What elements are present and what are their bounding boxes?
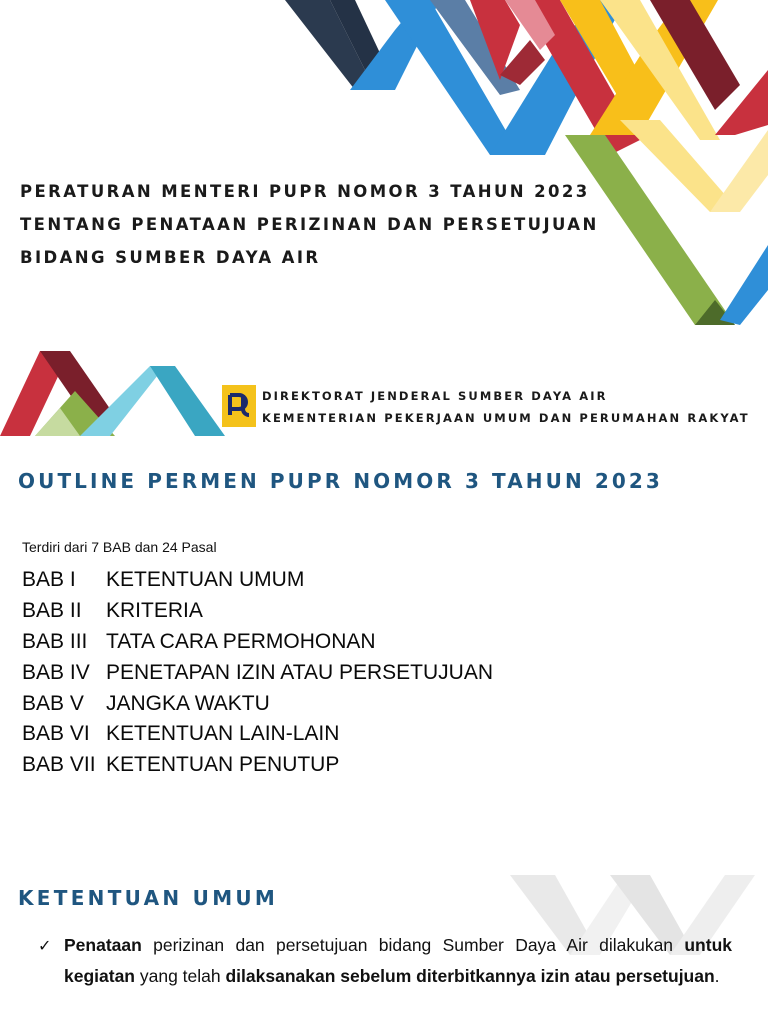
outline-subtitle: Terdiri dari 7 BAB dan 24 Pasal [22, 539, 217, 555]
bold-term: Penataan [64, 935, 142, 955]
chapter-title: TATA CARA PERMOHONAN [106, 629, 376, 653]
chapter-number: BAB IV [22, 660, 90, 684]
chapter-item [22, 688, 493, 719]
organization-name [262, 385, 750, 429]
pu-logo-icon [222, 385, 256, 427]
text-fragment: perizinan dan persetujuan bidang Sumber Daya Air dilakukan [141, 935, 685, 955]
chapter-title: JANGKA WAKTU [106, 691, 270, 715]
chapter-list [22, 565, 493, 781]
bullet-item [38, 930, 732, 992]
chapter-number: BAB II [22, 599, 82, 623]
slide-title [20, 175, 600, 274]
checkmark-icon: ✓ [38, 936, 52, 955]
title-line-3: BIDANG SUMBER DAYA AIR [20, 248, 321, 267]
chapter-item [22, 719, 493, 750]
bold-term: dilaksanakan sebelum diterbitkannya izin atau persetujuan [225, 966, 715, 986]
title-line-1: PERATURAN MENTERI PUPR NOMOR 3 TAHUN 2023 [20, 182, 590, 201]
chapter-title: KETENTUAN UMUM [106, 568, 305, 592]
directorate-name: DIREKTORAT JENDERAL SUMBER DAYA AIR [262, 389, 608, 403]
chapter-number: BAB VI [22, 722, 90, 746]
bullet-text [64, 930, 732, 992]
text-fragment: . [714, 966, 720, 986]
bold-term: untuk kegiatan [64, 935, 732, 986]
chapter-item [22, 565, 493, 596]
chapter-item [22, 657, 493, 688]
chapter-item [22, 750, 493, 781]
organization-banner [0, 341, 768, 457]
chapter-number: BAB III [22, 629, 88, 653]
section-title: KETENTUAN UMUM [18, 886, 279, 910]
chapter-number: BAB VII [22, 753, 96, 777]
title-slide [0, 0, 768, 341]
general-provisions-slide [0, 852, 768, 1024]
chapter-item [22, 596, 493, 627]
ribbon-decoration [0, 0, 768, 341]
chapter-number: BAB V [22, 691, 84, 715]
chapter-item [22, 627, 493, 658]
chapter-title: PENETAPAN IZIN ATAU PERSETUJUAN [106, 660, 494, 684]
outline-slide [0, 457, 768, 852]
chapter-title: KRITERIA [106, 599, 203, 623]
chapter-title: KETENTUAN LAIN-LAIN [106, 722, 340, 746]
ministry-name: KEMENTERIAN PEKERJAAN UMUM DAN PERUMAHAN RAKYAT [262, 411, 750, 425]
triangle-logo-icon [0, 346, 225, 436]
chapter-number: BAB I [22, 568, 76, 592]
chapter-title: KETENTUAN PENUTUP [106, 753, 340, 777]
title-line-2: TENTANG PENATAAN PERIZINAN DAN PERSETUJUAN [20, 215, 599, 234]
outline-title: OUTLINE PERMEN PUPR NOMOR 3 TAHUN 2023 [18, 469, 663, 493]
text-fragment: yang telah [135, 966, 226, 986]
